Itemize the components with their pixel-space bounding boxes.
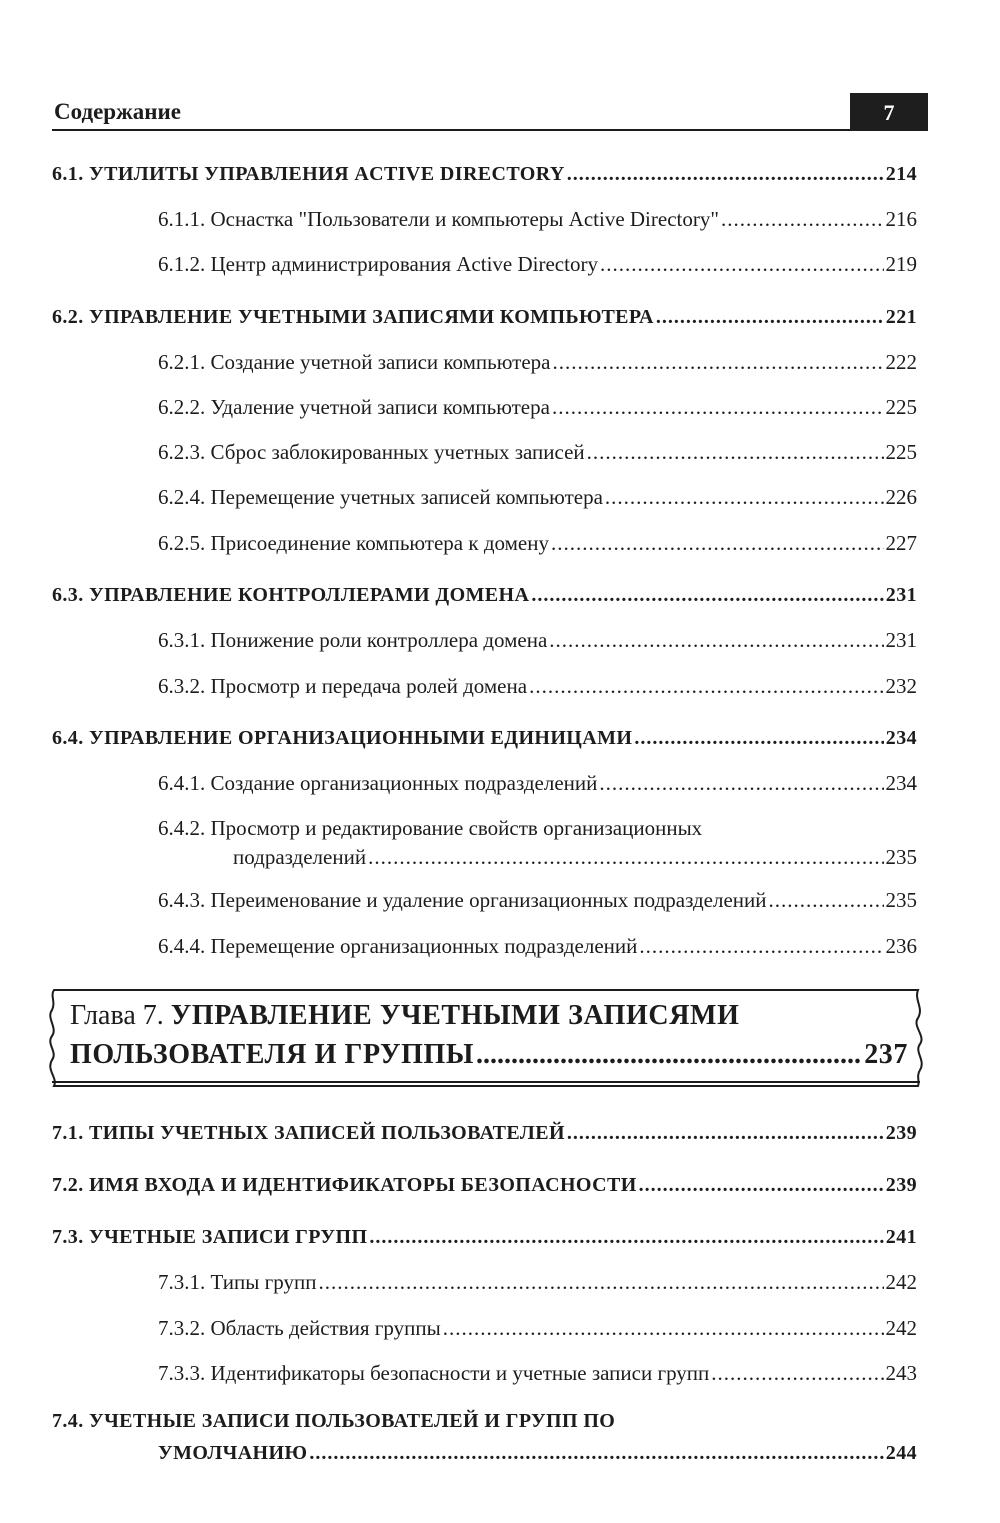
toc-leader-dots	[443, 1316, 884, 1340]
header-rule	[52, 129, 928, 131]
chapter-label: Глава 7.	[70, 1000, 164, 1031]
toc-leader-dots	[634, 726, 883, 750]
toc-entry-6-3[interactable]	[52, 583, 917, 607]
chapter-page: 237	[864, 1039, 908, 1070]
toc-entry-6-4[interactable]	[52, 726, 917, 750]
toc-leader-dots	[639, 1173, 884, 1197]
toc-entry-7-1[interactable]	[52, 1121, 917, 1145]
toc-entry-title: 7.3. УЧЕТНЫЕ ЗАПИСИ ГРУПП	[52, 1226, 368, 1248]
toc-leader-dots	[656, 305, 884, 329]
toc-entry-page: 241	[885, 1226, 917, 1248]
toc-entry-page: 222	[885, 350, 917, 374]
toc-entry-page: 235	[885, 845, 917, 869]
toc-entry-title: УМОЛЧАНИЮ	[158, 1442, 308, 1464]
toc-entry-6-2-1[interactable]	[158, 350, 917, 374]
toc-entry-title: 7.2. ИМЯ ВХОДА И ИДЕНТИФИКАТОРЫ БЕЗОПАСНОСТИ	[52, 1174, 637, 1196]
toc-leader-dots	[587, 440, 884, 464]
toc-entry-6-4-3[interactable]	[158, 888, 917, 912]
toc-entry-title: 6.2.1. Создание учетной записи компьютера	[158, 350, 551, 374]
toc-entry-page: 231	[885, 584, 917, 606]
toc-entry-title: 6.2.4. Перемещение учетных записей компьютера	[158, 485, 603, 509]
toc-entry-title: 6.2.5. Присоединение компьютера к домену	[158, 531, 549, 555]
running-header	[52, 93, 928, 131]
toc-entry-6-1-1[interactable]	[158, 207, 917, 231]
toc-entry-6-2-3[interactable]	[158, 440, 917, 464]
toc-entry-7-4[interactable]	[158, 1441, 917, 1465]
toc-entry-page: 225	[885, 395, 917, 419]
toc-entry-7-3-3[interactable]	[158, 1361, 917, 1385]
toc-leader-dots	[639, 934, 883, 958]
toc-entry-6-1-2[interactable]	[158, 252, 917, 276]
toc-entry-page: 231	[885, 628, 917, 652]
toc-entry-page: 239	[885, 1174, 917, 1196]
toc-leader-dots	[309, 1441, 883, 1465]
toc-entry-page: 221	[885, 306, 917, 328]
toc-leader-dots	[711, 1361, 883, 1385]
toc-leader-dots	[599, 771, 883, 795]
chapter-7-heading[interactable]	[40, 986, 932, 1090]
toc-entry-title: 6.4.4. Перемещение организационных подразделений	[158, 934, 638, 958]
toc-entry-page: 239	[885, 1122, 917, 1144]
chapter-title-line2	[70, 1039, 908, 1071]
toc-entry-title: 6.3.2. Просмотр и передача ролей домена	[158, 674, 528, 698]
toc-entry-7-4-line1[interactable]: 7.4. УЧЕТНЫЕ ЗАПИСИ ПОЛЬЗОВАТЕЛЕЙ И ГРУПП ПО	[52, 1410, 616, 1432]
toc-entry-title: 6.4. УПРАВЛЕНИЕ ОРГАНИЗАЦИОННЫМИ ЕДИНИЦАМИ	[52, 727, 633, 749]
toc-entry-6-2-4[interactable]	[158, 485, 917, 509]
toc-entry-page: 234	[885, 727, 917, 749]
toc-leader-dots	[567, 162, 884, 186]
toc-leader-dots	[605, 485, 884, 509]
toc-entry-6-3-1[interactable]	[158, 628, 917, 652]
toc-leader-dots	[551, 531, 884, 555]
toc-leader-dots	[769, 888, 884, 912]
toc-entry-7-2[interactable]	[52, 1173, 917, 1197]
toc-entry-6-1[interactable]	[52, 162, 917, 186]
toc-entry-page: 242	[885, 1316, 917, 1340]
toc-entry-title: 6.3. УПРАВЛЕНИЕ КОНТРОЛЛЕРАМИ ДОМЕНА	[52, 584, 530, 606]
toc-entry-title: 6.3.1. Понижение роли контроллера домена	[158, 628, 548, 652]
toc-entry-7-3[interactable]	[52, 1225, 917, 1249]
toc-entry-page: 242	[885, 1270, 917, 1294]
toc-leader-dots	[476, 1039, 862, 1071]
toc-entry-6-2-2[interactable]	[158, 395, 917, 419]
toc-leader-dots	[567, 1121, 884, 1145]
toc-entry-page: 226	[885, 485, 917, 509]
chapter-title: УПРАВЛЕНИЕ УЧЕТНЫМИ ЗАПИСЯМИ	[170, 1000, 740, 1031]
toc-entry-7-3-1[interactable]	[158, 1270, 917, 1294]
toc-entry-page: 214	[885, 163, 917, 185]
toc-entry-title: 7.1. ТИПЫ УЧЕТНЫХ ЗАПИСЕЙ ПОЛЬЗОВАТЕЛЕЙ	[52, 1122, 565, 1144]
toc-leader-dots	[721, 207, 884, 231]
toc-entry-page: 227	[885, 531, 917, 555]
chapter-title-line1	[70, 1000, 739, 1032]
toc-entry-7-3-2[interactable]	[158, 1316, 917, 1340]
page-number-badge: 7	[850, 93, 928, 131]
toc-entry-page: 219	[885, 252, 917, 276]
toc-leader-dots	[552, 350, 883, 374]
toc-entry-6-4-2[interactable]	[233, 845, 917, 869]
toc-entry-6-4-4[interactable]	[158, 934, 917, 958]
toc-entry-page: 234	[885, 771, 917, 795]
toc-entry-6-3-2[interactable]	[158, 674, 917, 698]
toc-entry-title: 6.2.3. Сброс заблокированных учетных записей	[158, 440, 585, 464]
toc-leader-dots	[368, 845, 883, 869]
toc-entry-6-4-1[interactable]	[158, 771, 917, 795]
toc-entry-title: 6.1.1. Оснастка "Пользователи и компьютеры Active Directory"	[158, 207, 719, 231]
toc-entry-title: 6.1. УТИЛИТЫ УПРАВЛЕНИЯ ACTIVE DIRECTORY	[52, 163, 565, 185]
header-title: Содержание	[54, 99, 181, 124]
toc-entry-title: 7.3.2. Область действия группы	[158, 1316, 441, 1340]
toc-entry-title: подразделений	[233, 845, 367, 869]
toc-leader-dots	[600, 252, 884, 276]
toc-entry-title: 6.4.3. Переименование и удаление организационных подразделений	[158, 888, 767, 912]
toc-entry-6-4-2-line1[interactable]: 6.4.2. Просмотр и редактирование свойств организационных	[158, 816, 703, 840]
toc-entry-6-2-5[interactable]	[158, 531, 917, 555]
toc-entry-title: 6.2. УПРАВЛЕНИЕ УЧЕТНЫМИ ЗАПИСЯМИ КОМПЬЮТЕРА	[52, 306, 654, 328]
toc-leader-dots	[318, 1270, 883, 1294]
toc-entry-title: 6.1.2. Центр администрирования Active Directory	[158, 252, 598, 276]
toc-entry-title: 7.3.1. Типы групп	[158, 1270, 317, 1294]
toc-leader-dots	[549, 628, 883, 652]
toc-leader-dots	[529, 674, 883, 698]
toc-entry-title: 7.3.3. Идентификаторы безопасности и учетные записи групп	[158, 1361, 710, 1385]
toc-entry-title: 6.2.2. Удаление учетной записи компьютера	[158, 395, 550, 419]
toc-leader-dots	[369, 1225, 883, 1249]
toc-leader-dots	[531, 583, 883, 607]
toc-entry-page: 232	[885, 674, 917, 698]
toc-entry-title: 6.4.1. Создание организационных подразделений	[158, 771, 598, 795]
toc-entry-6-2[interactable]	[52, 305, 917, 329]
toc-leader-dots	[552, 395, 884, 419]
toc-entry-page: 216	[885, 207, 917, 231]
toc-entry-page: 225	[885, 440, 917, 464]
toc-entry-page: 236	[885, 934, 917, 958]
toc-entry-page: 244	[885, 1442, 917, 1464]
chapter-title-cont: ПОЛЬЗОВАТЕЛЯ И ГРУППЫ	[70, 1039, 474, 1070]
toc-entry-page: 243	[885, 1361, 917, 1385]
toc-entry-page: 235	[885, 888, 917, 912]
